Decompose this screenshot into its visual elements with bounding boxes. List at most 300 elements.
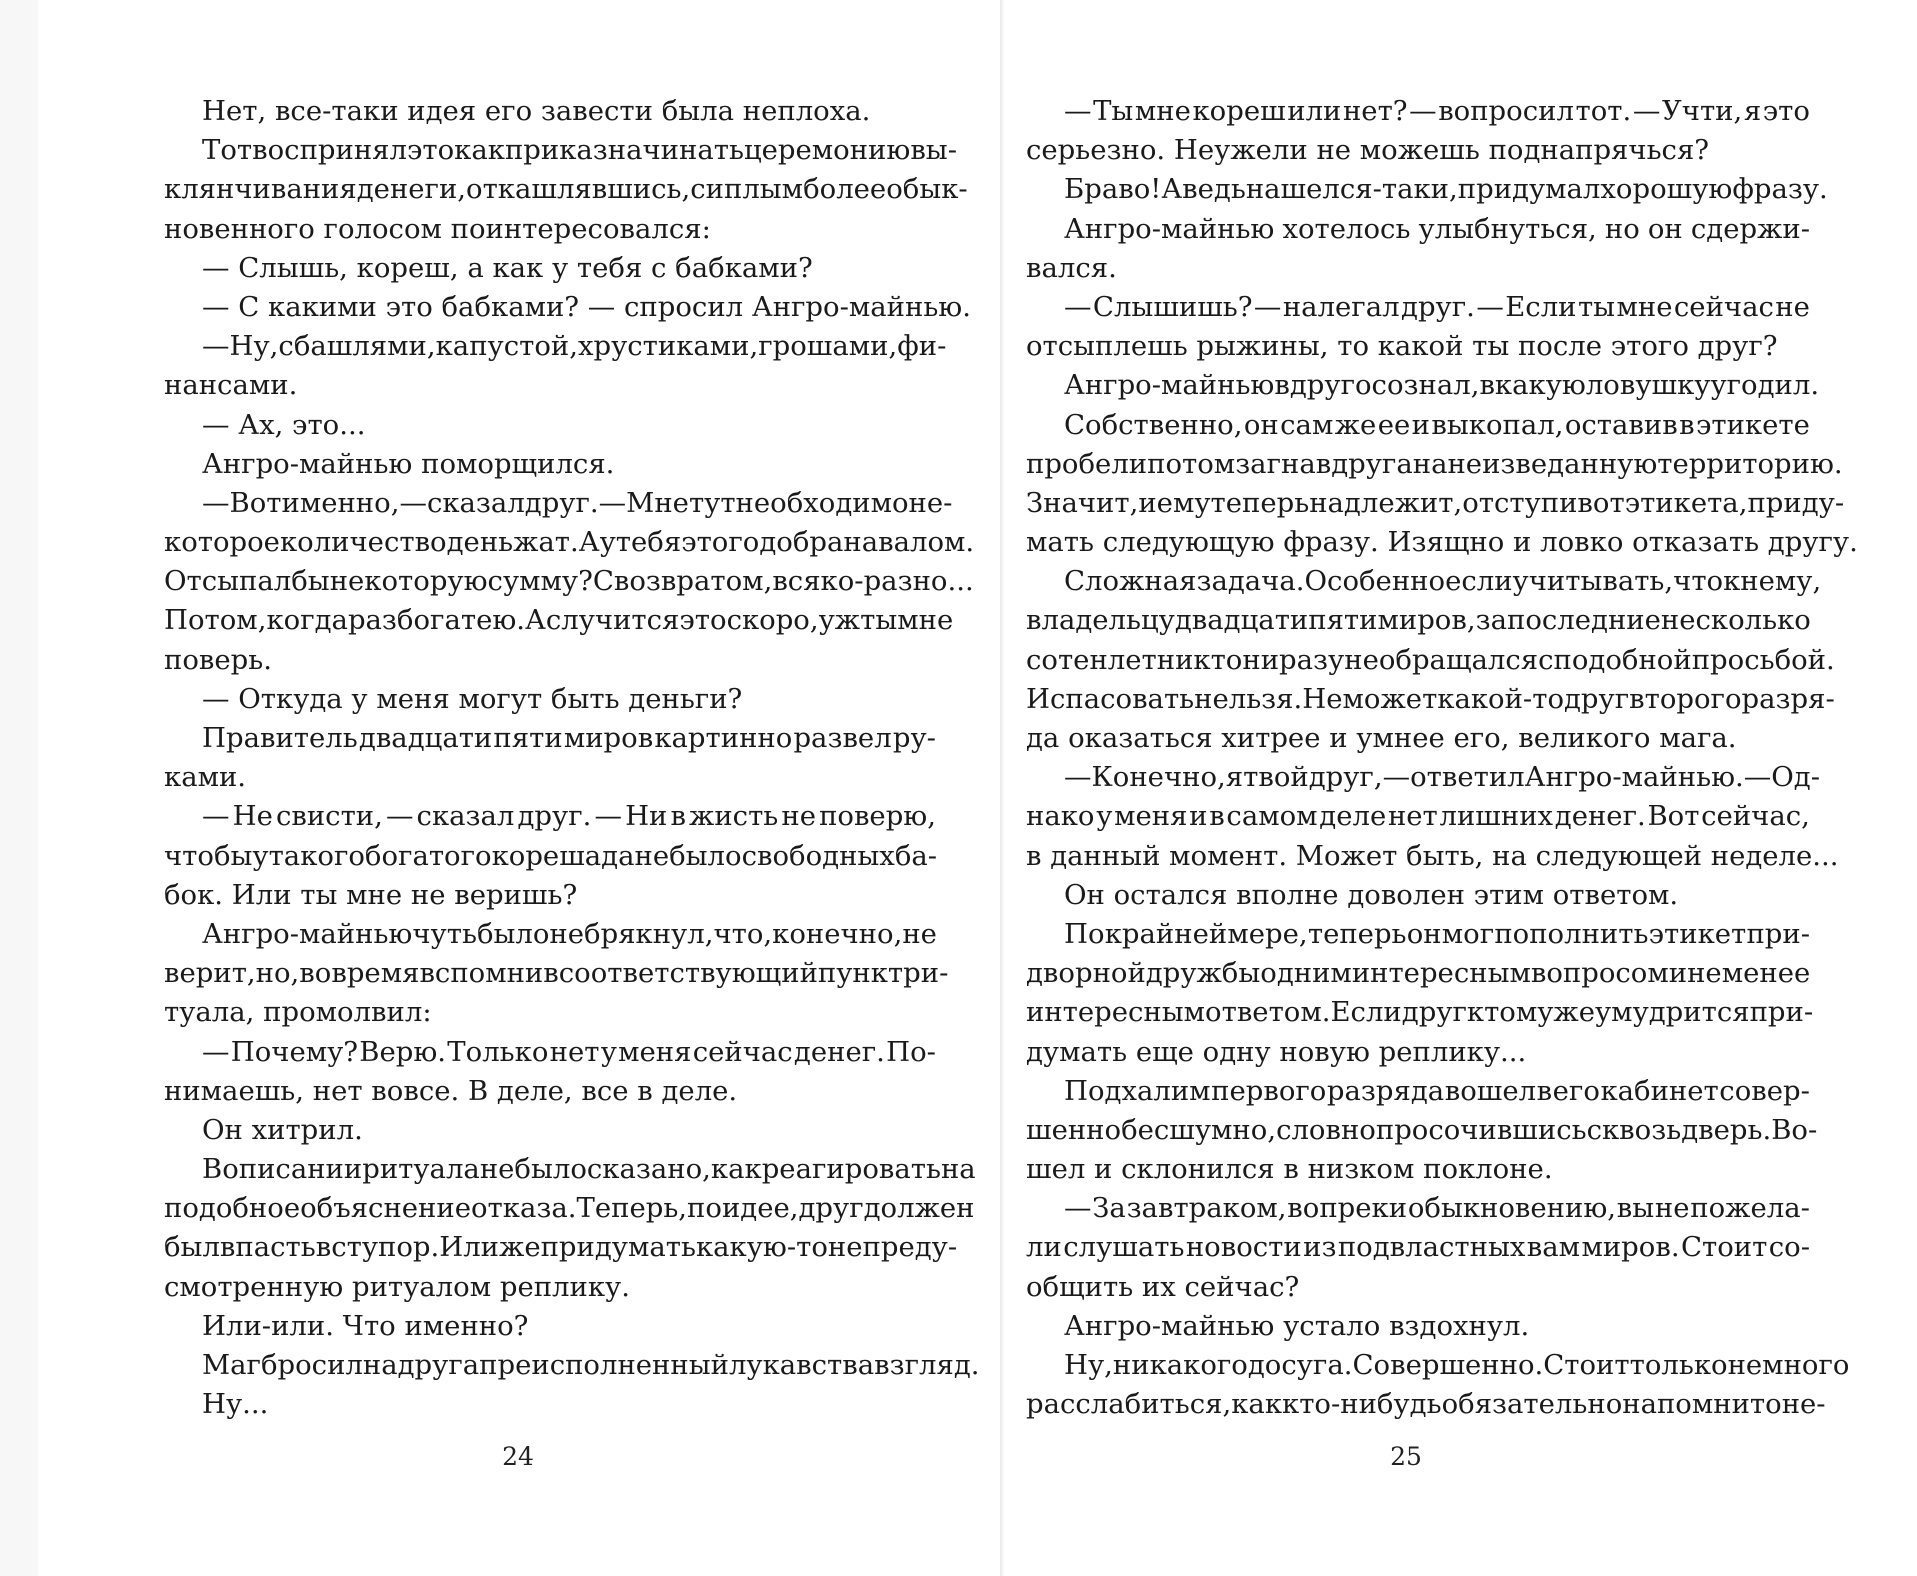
text-line — [1026, 1385, 1826, 1424]
word: тот. — [1575, 95, 1632, 127]
left-page — [38, 0, 1000, 1576]
word: сейчас — [692, 1035, 793, 1068]
text-line — [164, 327, 947, 366]
word: Стоит — [1680, 1231, 1768, 1264]
word: Собственно, — [1064, 408, 1243, 441]
word: деле — [1319, 800, 1387, 833]
word: — — [202, 330, 230, 363]
word: обык- — [886, 173, 968, 206]
word: этого — [681, 526, 760, 559]
word: но, — [255, 957, 300, 990]
word: дворной — [1026, 957, 1146, 990]
word: налегал — [1282, 290, 1400, 323]
word: это — [406, 134, 455, 167]
word: у — [252, 839, 269, 872]
word: в — [1536, 1074, 1553, 1107]
word: грошами, — [758, 330, 898, 363]
word: лишних — [1439, 800, 1554, 833]
word: никто — [1156, 643, 1243, 676]
word: По — [1064, 917, 1105, 950]
text-line: нимаешь, нет вовсе. В деле, все в деле. — [164, 1074, 738, 1107]
word: Мне — [626, 486, 689, 519]
word: потом — [1147, 447, 1236, 480]
word: кореш — [1192, 95, 1286, 127]
text-line — [1026, 1228, 1810, 1267]
word: друг. — [1401, 290, 1475, 323]
word: сдержи- — [1690, 212, 1810, 245]
word: у — [599, 526, 616, 559]
word: уж — [818, 604, 861, 637]
word: Если — [1330, 996, 1402, 1029]
text-line — [1026, 1072, 1810, 1111]
word: было — [669, 839, 742, 872]
word: оставив — [1564, 408, 1678, 441]
word: умудрится — [1595, 996, 1750, 1029]
word: расслабиться, — [1026, 1388, 1232, 1421]
word: нашелся-таки, — [1245, 173, 1458, 206]
word: и — [1668, 957, 1688, 990]
word: не — [479, 1153, 515, 1186]
text-line: мать следующую фразу. Изящно и ловко отказать другу. — [1026, 526, 1858, 559]
word: Од- — [1771, 761, 1821, 794]
word: — — [1409, 95, 1437, 127]
text-line: думать еще одну новую реплику... — [1026, 1035, 1527, 1068]
word: территорию. — [1657, 447, 1843, 480]
text-line: Ангро-майнью устало вздохнул. — [1064, 1309, 1530, 1342]
text-line — [1026, 406, 1810, 445]
word: вопросил — [1438, 95, 1574, 127]
word: Ни — [625, 800, 668, 833]
text-line — [164, 1189, 975, 1228]
text-line — [164, 601, 954, 640]
word: впасть — [219, 1231, 316, 1264]
word: не — [1687, 957, 1722, 990]
word: тут — [688, 486, 736, 519]
word: свободных — [741, 839, 895, 872]
word: вовремя — [299, 957, 420, 990]
text-line — [164, 1033, 936, 1072]
word: неизведанную — [1447, 447, 1658, 480]
word: вопреки — [1287, 1192, 1408, 1225]
text-line: туала, промолвил: — [164, 996, 432, 1029]
word: я — [1225, 761, 1244, 794]
word: какую-то — [695, 1231, 828, 1264]
word: Почему? — [230, 1035, 359, 1068]
page-number-right: 25 — [1390, 1442, 1422, 1471]
text-line — [1026, 1346, 1850, 1385]
word: — — [1743, 761, 1772, 794]
word: денег. — [1554, 800, 1646, 833]
left-page-text — [164, 92, 980, 1424]
text-line — [1026, 92, 1810, 131]
word: кто-нибудь — [1282, 1388, 1442, 1421]
word: же — [1334, 408, 1377, 441]
word: По- — [886, 1035, 936, 1068]
word: ответил — [1410, 761, 1525, 794]
word: А — [578, 526, 600, 559]
word: разряда — [1326, 1074, 1445, 1107]
word: Сложная — [1064, 565, 1197, 598]
word: объяснение — [300, 1192, 471, 1225]
word: — — [594, 800, 622, 833]
word: ее — [1377, 408, 1411, 441]
word: лет — [1107, 643, 1157, 676]
word: именно, — [281, 486, 400, 519]
word: откашлявшись, — [466, 173, 691, 206]
text-line — [164, 1228, 958, 1267]
word: Ну, — [1064, 1349, 1113, 1381]
word: хрустиками, — [577, 330, 759, 363]
word: совер- — [1719, 1074, 1810, 1107]
word: дверь. — [1681, 1113, 1772, 1146]
word: не — [902, 917, 937, 950]
word: владельцу — [1026, 604, 1175, 637]
word: приду- — [1747, 486, 1845, 519]
word: вдруг — [1274, 369, 1355, 402]
word: всяко-разно... — [772, 565, 974, 598]
word: был — [164, 1231, 220, 1264]
word: этикет — [1648, 917, 1747, 950]
word: пяти — [493, 722, 563, 754]
word: нельзя. — [1194, 682, 1303, 715]
word: Значит, — [1026, 486, 1139, 519]
word: вам — [1526, 1231, 1581, 1264]
word: к — [1466, 996, 1485, 1029]
text-line — [1026, 641, 1835, 680]
word: шенно — [1026, 1113, 1122, 1146]
word: бы — [291, 565, 330, 598]
word: когда — [266, 604, 348, 637]
word: нет? — [1342, 95, 1408, 127]
word: теперь — [1307, 917, 1407, 950]
word: Вот — [229, 486, 282, 519]
word: просьбой. — [1691, 643, 1835, 676]
word: со- — [1768, 1231, 1810, 1264]
word: ему — [1156, 486, 1211, 519]
word: Потом, — [164, 604, 267, 637]
word: он — [1406, 917, 1442, 950]
text-line — [1026, 484, 1845, 523]
word: хорошую — [1600, 173, 1733, 206]
word: сумму? — [487, 565, 593, 598]
word: лукавства — [728, 1349, 875, 1381]
word: ли — [1026, 1231, 1062, 1264]
right-page — [1004, 0, 1917, 1576]
word: было — [514, 1153, 587, 1186]
text-line: шел и склонился в низком поклоне. — [1026, 1153, 1553, 1186]
word: мне — [897, 604, 954, 637]
text-line: бок. Или ты мне не веришь? — [164, 878, 578, 911]
word: не — [549, 917, 585, 950]
word: денег — [356, 173, 439, 206]
word: ба- — [894, 839, 938, 872]
text-line: серьезно. Неужели не можешь поднапрячься? — [1026, 134, 1710, 167]
word: Теперь, — [576, 1192, 688, 1225]
word: должен — [863, 1192, 975, 1225]
word: капустой, — [435, 330, 578, 363]
word: Подхалим — [1064, 1074, 1211, 1107]
word: отступив — [1462, 486, 1593, 519]
word: — — [1253, 290, 1282, 323]
right-page-text — [1026, 92, 1858, 1424]
text-line — [1026, 366, 1820, 405]
word: сказал — [426, 486, 525, 519]
word: меня — [1114, 800, 1188, 833]
word: друг. — [524, 486, 599, 519]
word: как — [710, 1153, 762, 1186]
word: разбогатею. — [347, 604, 526, 637]
word: за — [1475, 604, 1507, 637]
word: в — [315, 1231, 332, 1264]
word: богатого — [364, 839, 492, 872]
word: первого — [1211, 1074, 1327, 1107]
word: друг — [1564, 682, 1630, 715]
word: Ну, — [229, 330, 279, 363]
word: друга — [397, 1349, 480, 1381]
word: не — [1344, 643, 1379, 676]
word: сотен — [1026, 643, 1108, 676]
word: да — [601, 839, 635, 872]
word: навалом. — [843, 526, 975, 559]
word: улыбнуться, — [1418, 212, 1597, 245]
word: миров, — [1377, 604, 1476, 637]
word: в — [1679, 408, 1695, 441]
word: осознал, — [1354, 369, 1480, 402]
word: словно — [1276, 1113, 1376, 1146]
text-line — [164, 523, 975, 562]
word: кореша — [491, 839, 602, 872]
word: добра — [759, 526, 844, 559]
word: описании — [222, 1153, 363, 1186]
word: брякнул, — [584, 917, 714, 950]
word: С — [592, 565, 614, 598]
word: Конечно, — [1091, 761, 1226, 794]
word: друг, — [1308, 761, 1383, 794]
word: одним — [1260, 957, 1352, 990]
page-number-left: 24 — [502, 1442, 534, 1471]
word: друг — [798, 1192, 864, 1225]
word: теперь — [1210, 486, 1310, 519]
word: он — [1647, 212, 1683, 245]
word: приказ — [504, 134, 608, 167]
word: друг — [1401, 996, 1467, 1029]
word: Ты — [1093, 95, 1134, 127]
word: — — [1064, 761, 1092, 794]
word: было — [476, 917, 550, 950]
word: ру- — [892, 722, 936, 754]
word: Учти, — [1661, 95, 1743, 127]
word: менее — [1721, 957, 1811, 990]
word: меня — [618, 1035, 692, 1068]
word: вопросом — [1530, 957, 1669, 990]
word: вы — [1616, 1192, 1655, 1225]
word: миров — [563, 722, 654, 754]
word: при- — [1749, 996, 1814, 1029]
word: если — [1445, 565, 1513, 598]
word: Особенно — [1304, 565, 1446, 598]
word: разу — [1279, 643, 1345, 676]
text-line — [1026, 915, 1810, 954]
word: — — [202, 1035, 230, 1068]
word: какую — [1494, 369, 1586, 402]
text-line — [1026, 993, 1814, 1032]
text-line: Он хитрил. — [202, 1113, 363, 1146]
word: Отсыпал — [164, 565, 292, 598]
text-line — [1026, 797, 1810, 836]
word: интересным — [1026, 996, 1206, 1029]
word: денег. — [793, 1035, 885, 1068]
word: мог — [1441, 917, 1495, 950]
word: нако — [1026, 800, 1095, 833]
word: ты — [1577, 290, 1616, 323]
word: Правитель — [202, 722, 358, 754]
word: деньжат. — [446, 526, 579, 559]
text-line — [164, 1150, 976, 1189]
word: развел — [793, 722, 892, 754]
word: угодил. — [1710, 369, 1820, 402]
word: какой-то — [1437, 682, 1564, 715]
word: тебя — [615, 526, 682, 559]
word: — — [1382, 761, 1411, 794]
word: Ангро-майнью. — [1524, 761, 1744, 794]
word: церемонию — [743, 134, 911, 167]
word: подобное — [164, 1192, 301, 1225]
word: идее, — [721, 1192, 799, 1225]
word: ни — [1242, 643, 1280, 676]
text-line: Нет, все-таки идея его завести была неплоха. — [202, 95, 871, 127]
word: друг. — [517, 800, 592, 833]
word: пожела- — [1690, 1192, 1810, 1225]
text-line — [1026, 758, 1821, 797]
word: соответствующий — [558, 957, 818, 990]
word: нет — [549, 1035, 600, 1068]
word: мере, — [1227, 917, 1308, 950]
word: же — [499, 1231, 541, 1264]
word: картинно — [654, 722, 793, 754]
word: миров. — [1581, 1231, 1680, 1264]
word: и — [1138, 486, 1157, 519]
word: обязательно — [1441, 1388, 1623, 1421]
word: не- — [1781, 1388, 1826, 1421]
word: из — [1303, 1231, 1337, 1264]
text-line: отсыплешь рыжины, то какой ты после этого друг? — [1026, 330, 1778, 363]
word: — — [1064, 290, 1092, 323]
text-line: нансами. — [164, 369, 298, 402]
word: отказа. — [471, 1192, 577, 1225]
word: начинать — [607, 134, 744, 167]
word: в — [1209, 800, 1225, 833]
text-line — [1026, 954, 1810, 993]
word: сиплым — [690, 173, 804, 206]
text-line — [1026, 210, 1810, 249]
text-line: Он остался вполне доволен этим ответом. — [1064, 878, 1679, 911]
word: клянчивания — [164, 173, 357, 206]
word: тому — [1484, 996, 1554, 1029]
word: просочившись — [1375, 1113, 1587, 1146]
word: необходимо — [735, 486, 909, 519]
word: как — [1231, 1388, 1283, 1421]
word: пробел — [1026, 447, 1129, 480]
word: И — [1026, 682, 1050, 715]
text-line: поверь. — [164, 643, 272, 676]
word: некоторую — [329, 565, 488, 598]
word: — — [399, 486, 427, 519]
word: За — [1092, 1192, 1126, 1225]
word: жисть — [689, 800, 779, 833]
word: воспринял — [252, 134, 407, 167]
text-line: — Откуда у меня могут быть деньги? — [202, 682, 743, 715]
word: фразу. — [1732, 173, 1828, 206]
word: же — [1553, 996, 1595, 1029]
word: Если — [1505, 290, 1577, 323]
text-line — [164, 562, 974, 601]
word: Не — [232, 800, 273, 833]
word: Ангро-майнью — [1064, 212, 1275, 245]
word: у — [1096, 800, 1113, 833]
word: сказано, — [586, 1153, 711, 1186]
word: у — [600, 1035, 617, 1068]
word: пункт — [817, 957, 904, 990]
word: Совершенно. — [1352, 1349, 1544, 1381]
word: вспомнив — [419, 957, 559, 990]
word: он — [1243, 408, 1279, 441]
word: на — [362, 1349, 398, 1381]
word: Браво! — [1064, 173, 1162, 206]
word: и — [1189, 800, 1208, 833]
word: к — [1723, 565, 1741, 598]
word: двадцати — [1174, 604, 1309, 637]
text-line — [164, 719, 936, 758]
word: в — [670, 800, 686, 833]
word: В — [202, 1153, 223, 1186]
word: сам — [1280, 408, 1334, 441]
word: не — [634, 839, 670, 872]
word: двадцати — [358, 722, 493, 754]
text-line: Ангро-майнью поморщился. — [202, 447, 615, 480]
word: как — [454, 134, 505, 167]
word: на — [1412, 447, 1448, 480]
text-line — [164, 1346, 980, 1385]
text-line — [164, 484, 953, 523]
word: пяти — [1308, 604, 1378, 637]
word: Слышишь? — [1092, 290, 1253, 323]
word: последние — [1507, 604, 1661, 637]
word: с — [278, 330, 294, 363]
word: случится — [545, 604, 680, 637]
word: сквозь — [1586, 1113, 1682, 1146]
text-line: общить их сейчас? — [1026, 1270, 1300, 1303]
word: мне — [1134, 95, 1191, 127]
word: такого — [268, 839, 365, 872]
word: крайней — [1104, 917, 1228, 950]
word: — — [1476, 290, 1504, 323]
text-line: — С какими это бабками? — спросил Ангро-майнью. — [202, 290, 971, 323]
word: по — [687, 1192, 722, 1225]
word: что, — [713, 917, 773, 950]
word: интересным — [1351, 957, 1531, 990]
word: сейчас — [1673, 290, 1774, 323]
text-line: вался. — [1026, 251, 1117, 284]
word: ступор. — [331, 1231, 440, 1264]
text-line: да оказаться хитрее и умнее его, великого мага. — [1026, 722, 1737, 754]
word: вошел — [1444, 1074, 1537, 1107]
word: немного — [1727, 1349, 1850, 1381]
text-line — [1026, 170, 1828, 209]
word: самом — [1226, 800, 1318, 833]
word: от — [1592, 486, 1625, 519]
word: не — [1654, 1192, 1690, 1225]
word: подвластных — [1337, 1231, 1526, 1264]
